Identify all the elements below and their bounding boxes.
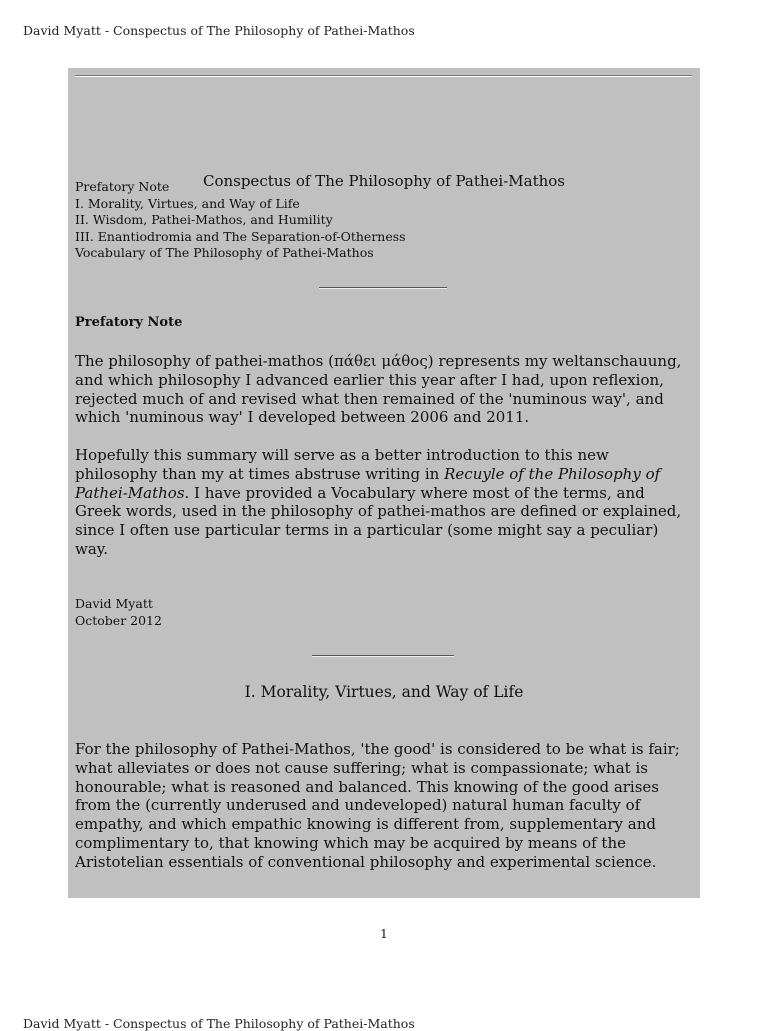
section-divider bbox=[319, 287, 447, 289]
section-1-heading: I. Morality, Virtues, and Way of Life bbox=[244, 683, 524, 701]
toc-item-wisdom: II. Wisdom, Pathei-Mathos, and Humility bbox=[75, 212, 333, 227]
author-name: David Myatt bbox=[75, 596, 153, 611]
prefatory-paragraph-1: The philosophy of pathei-mathos (πάθει μάθος) represents my weltanschauung, and which philosophy I advanced earlier this year after I had, upon reflexion, rejected much of and revised what then remained of the 'numinous way', and which 'numinous way' I developed between 2006 and 2011. bbox=[75, 352, 682, 427]
top-divider bbox=[75, 75, 692, 77]
prefatory-paragraph-2-start: Hopefully this summary will serve as a better introduction to this new philosophy than my at times abstruse writing in bbox=[75, 446, 609, 483]
toc-item-vocabulary: Vocabulary of The Philosophy of Pathei-Mathos bbox=[75, 245, 374, 260]
section-divider bbox=[312, 655, 454, 657]
toc-item-prefatory-note: Prefatory Note bbox=[75, 179, 170, 194]
prefatory-paragraph-2 bbox=[75, 446, 691, 559]
recuyle-title: Recuyle of the Philosophy of Pathei-Mathos bbox=[75, 464, 661, 502]
toc-item-enantiodromia: III. Enantiodromia and The Separation-of-Otherness bbox=[75, 228, 406, 244]
table-of-contents bbox=[75, 179, 406, 262]
signature-block bbox=[75, 596, 162, 629]
running-header: David Myatt - Conspectus of The Philosophy of Pathei-Mathos bbox=[23, 23, 415, 38]
prefatory-note-heading: Prefatory Note bbox=[75, 315, 183, 330]
document-panel bbox=[68, 68, 700, 898]
document-title: Conspectus of The Philosophy of Pathei-Mathos bbox=[202, 172, 566, 190]
toc-item-morality: I. Morality, Virtues, and Way of Life bbox=[75, 195, 300, 211]
running-header-next-page: David Myatt - Conspectus of The Philosophy of Pathei-Mathos bbox=[23, 1016, 415, 1031]
signature-date: October 2012 bbox=[75, 612, 162, 628]
section-1-paragraph-1: For the philosophy of Pathei-Mathos, 'the good' is considered to be what is fair; what alleviates or does not cause suffering; what is compassionate; what is honourable; what is reasoned and balanced. This knowing of the good arises from the (currently underused and undeveloped) natural human faculty of empathy, and which empathic knowing is different from, supplementary and complimentary to, that knowing which may be acquired by means of the Aristotelian essentials of conventional philosophy and experimental science. bbox=[75, 740, 680, 871]
prefatory-paragraph-2-end: . I have provided a Vocabulary where most of the terms, and Greek words, used in the philosophy of pathei-mathos are defined or explained, since I often use particular terms in a particular (some might say a peculiar) way. bbox=[75, 483, 682, 558]
page-number: 1 bbox=[380, 927, 388, 941]
